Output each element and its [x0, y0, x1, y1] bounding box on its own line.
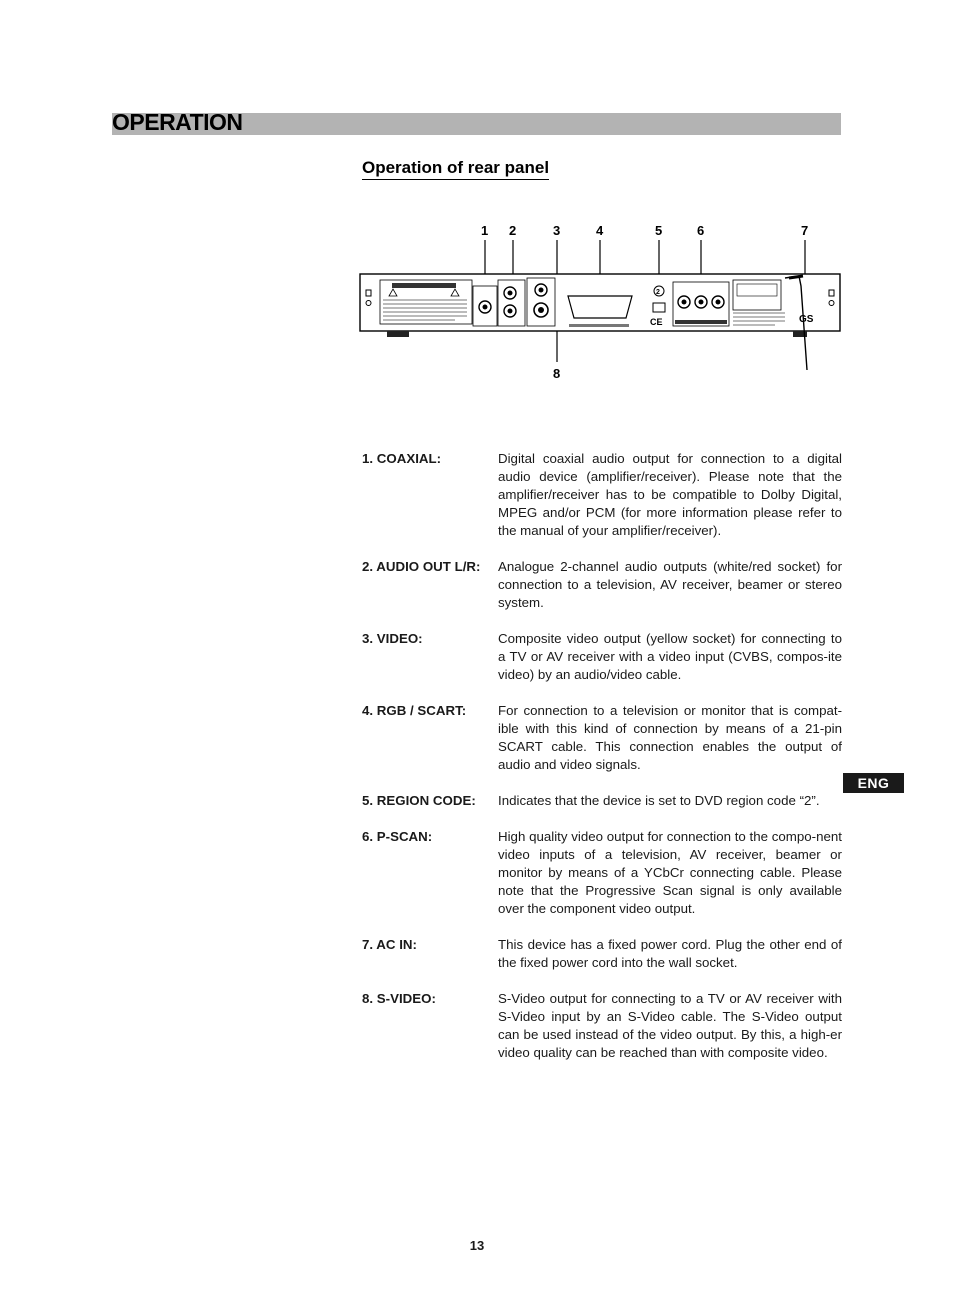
item-description: Analogue 2-channel audio outputs (white/red socket) for connection to a television, AV receiver, beamer or stereo system. — [498, 559, 842, 610]
item-description: High quality video output for connection to the compo-nent video inputs of a television, AV receiver, beamer or monitor by means of a YCbCr connecting cable. Please note that the Progressive Scan signal is only available over the component video output. — [498, 829, 842, 916]
item-description: Digital coaxial audio output for connection to a digital audio device (amplifier/receiver). Please note that the amplifier/receiver has to be compatible to Dolby Digital, MPEG and/or PCM (for more information please refer to the manual of your amplifier/receiver). — [498, 451, 842, 538]
list-item — [362, 792, 842, 810]
callout-3: 3 — [553, 223, 561, 238]
item-description: Composite video output (yellow socket) for connecting to a TV or AV receiver with a video input (CVBS, compos-ite video) by an audio/video cable. — [498, 631, 842, 682]
item-term: 6. P-SCAN: — [362, 829, 433, 844]
item-term: 1. COAXIAL: — [362, 451, 442, 466]
item-term: 7. AC IN: — [362, 937, 417, 952]
item-description: This device has a fixed power cord. Plug the other end of the fixed power cord into the wall socket. — [498, 937, 842, 970]
callout-2: 2 — [509, 223, 517, 238]
rear-panel-diagram — [355, 220, 845, 390]
callout-4: 4 — [596, 223, 604, 238]
callout-8: 8 — [553, 366, 561, 381]
section-title: Operation of rear panel — [362, 158, 549, 180]
language-tab: ENG — [843, 773, 904, 793]
callout-1: 1 — [481, 223, 489, 238]
list-item — [362, 630, 842, 684]
item-term: 4. RGB / SCART: — [362, 703, 467, 718]
item-description: S-Video output for connecting to a TV or AV receiver with S-Video input by an S-Video cable. The S-Video output can be used instead of the video output. By this, a high-er video quality can be reached than with composite video. — [498, 991, 842, 1060]
item-term: 8. S-VIDEO: — [362, 991, 436, 1006]
rear-panel-drawing — [355, 220, 845, 390]
item-term: 5. REGION CODE: — [362, 793, 476, 808]
list-item — [362, 990, 842, 1062]
item-description: For connection to a television or monitor that is compat-ible with this kind of connection by means of a 21-pin SCART cable. This connection enables the output of audio and video signals. — [498, 703, 842, 772]
list-item — [362, 936, 842, 972]
page-number: 13 — [469, 1238, 485, 1253]
list-item — [362, 828, 842, 918]
item-term: 2. AUDIO OUT L/R: — [362, 559, 481, 574]
connector-list — [362, 450, 842, 1080]
item-description: Indicates that the device is set to DVD region code “2”. — [498, 793, 820, 808]
page-title: OPERATION — [112, 109, 243, 135]
callout-5: 5 — [655, 223, 663, 238]
list-item — [362, 450, 842, 540]
item-term: 3. VIDEO: — [362, 631, 423, 646]
svg-text:CE: CE — [650, 317, 663, 327]
list-item — [362, 558, 842, 612]
svg-text:GS: GS — [799, 314, 814, 325]
svg-text:2: 2 — [656, 289, 660, 296]
callout-7: 7 — [801, 223, 809, 238]
callout-6: 6 — [697, 223, 705, 238]
list-item — [362, 702, 842, 774]
